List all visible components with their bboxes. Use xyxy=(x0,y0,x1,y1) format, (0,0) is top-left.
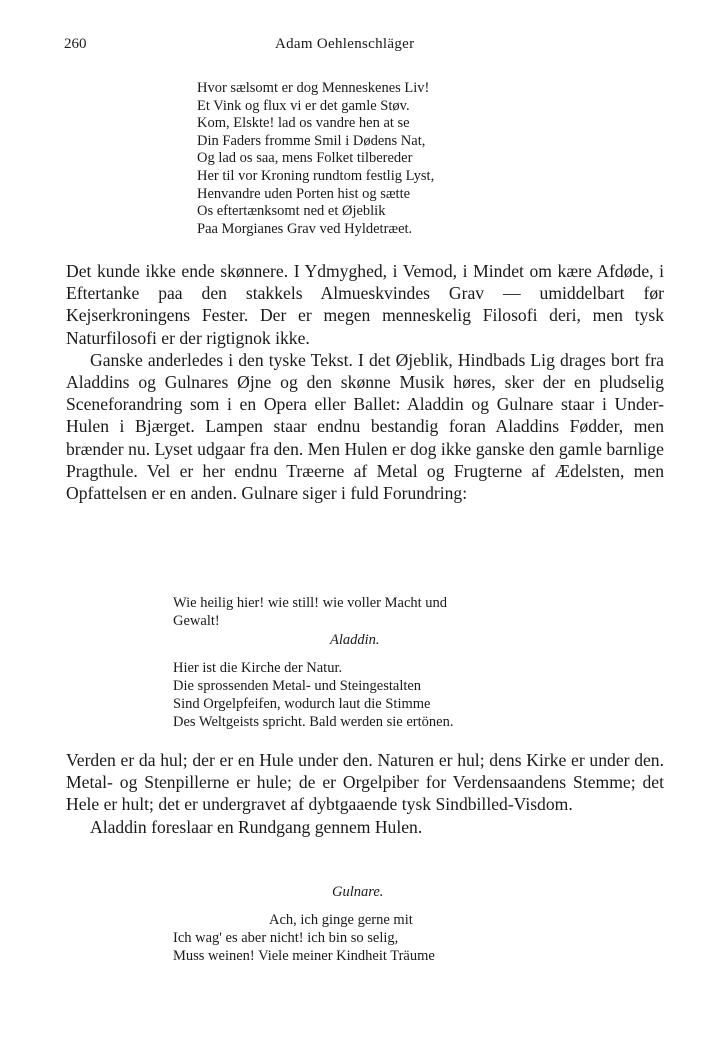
verse-line: Hier ist die Kirche der Natur. xyxy=(173,660,343,676)
page-header xyxy=(64,36,664,58)
poem-line: Din Faders fromme Smil i Dødens Nat, xyxy=(197,132,426,149)
running-title: Adam Oehlenschläger xyxy=(275,36,415,52)
verse-block xyxy=(173,659,453,731)
prose-block xyxy=(66,749,664,838)
verse-line: Muss weinen! Viele meiner Kindheit Träume xyxy=(173,948,435,964)
paragraph: Det kunde ikke ende skønnere. I Ydmyghed, i Vemod, i Mindet om kære Afdøde, i Eftertanke paa den stakkels Almueskvindes Grav — umiddelbart før Kejserkroningens Fester. Der er megen menneskelig Filosofi deri, men tysk Naturfilosofi er der rigtignok ikke. xyxy=(66,261,664,348)
poem-line: Henvandre uden Porten hist og sætte xyxy=(197,185,411,202)
speaker-name: Gulnare. xyxy=(332,884,384,900)
prose-block xyxy=(66,260,664,504)
paragraph: Aladdin foreslaar en Rundgang gennem Hulen. xyxy=(90,816,423,837)
verse-line: Ich wag' es aber nicht! ich bin so selig, xyxy=(173,930,399,946)
poem-line: Her til vor Kroning rundtom festlig Lyst, xyxy=(197,167,435,184)
speaker-name: Aladdin. xyxy=(330,632,380,648)
verse-line: Wie heilig hier! wie still! wie voller Macht und xyxy=(173,595,448,611)
verse-block xyxy=(173,911,435,965)
poem-line: Os eftertænksomt ned et Øjeblik xyxy=(197,203,386,220)
poem-line: Paa Morgianes Grav ved Hyldetræet. xyxy=(197,220,413,237)
verse-line: Ach, ich ginge gerne mit xyxy=(269,912,413,928)
verse-line: Gewalt! xyxy=(173,613,220,629)
verse-line: Des Weltgeists spricht. Bald werden sie ertönen. xyxy=(173,714,454,730)
verse-block xyxy=(173,594,447,630)
page-number: 260 xyxy=(64,36,87,52)
poem-line: Kom, Elskte! lad os vandre hen at se xyxy=(197,115,410,132)
verse-line: Die sprossenden Metal- und Steingestalten xyxy=(173,678,422,694)
poem-block xyxy=(197,80,434,238)
paragraph: Verden er da hul; der er en Hule under den. Naturen er hul; dens Kirke er under den. Metal- og Stenpillerne er hule; de er Orgelpiber for Verdensaandens Stemme; det Hele er hult; det er undergravet af dybtgaaende tysk Sindbilled-Visdom. xyxy=(66,750,664,815)
poem-line: Hvor sælsomt er dog Menneskenes Liv! xyxy=(197,80,430,96)
poem-line: Et Vink og flux vi er det gamle Støv. xyxy=(197,97,410,114)
verse-line: Sind Orgelpfeifen, wodurch laut die Stimme xyxy=(173,696,431,712)
paragraph: Ganske anderledes i den tyske Tekst. I det Øjeblik, Hindbads Lig drages bort fra Aladdins og Gulnares Øjne og den skønne Musik høres, sker der en pludselig Sceneforandring som i en Opera eller Ballet: Aladdin og Gulnare staar i Under-Hulen i Bjærget. Lampen staar endnu bestandig foran Aladdins Fødder, men brænder nu. Lyset udgaar fra den. Men Hulen er dog ikke ganske den gamle barnlige Pragthule. Vel er her endnu Træerne af Metal og Frugterne af Ædelsten, men Opfattelsen er en anden. Gulnare siger i fuld Forundring: xyxy=(66,349,664,504)
poem-line: Og lad os saa, mens Folket tilbereder xyxy=(197,150,413,167)
